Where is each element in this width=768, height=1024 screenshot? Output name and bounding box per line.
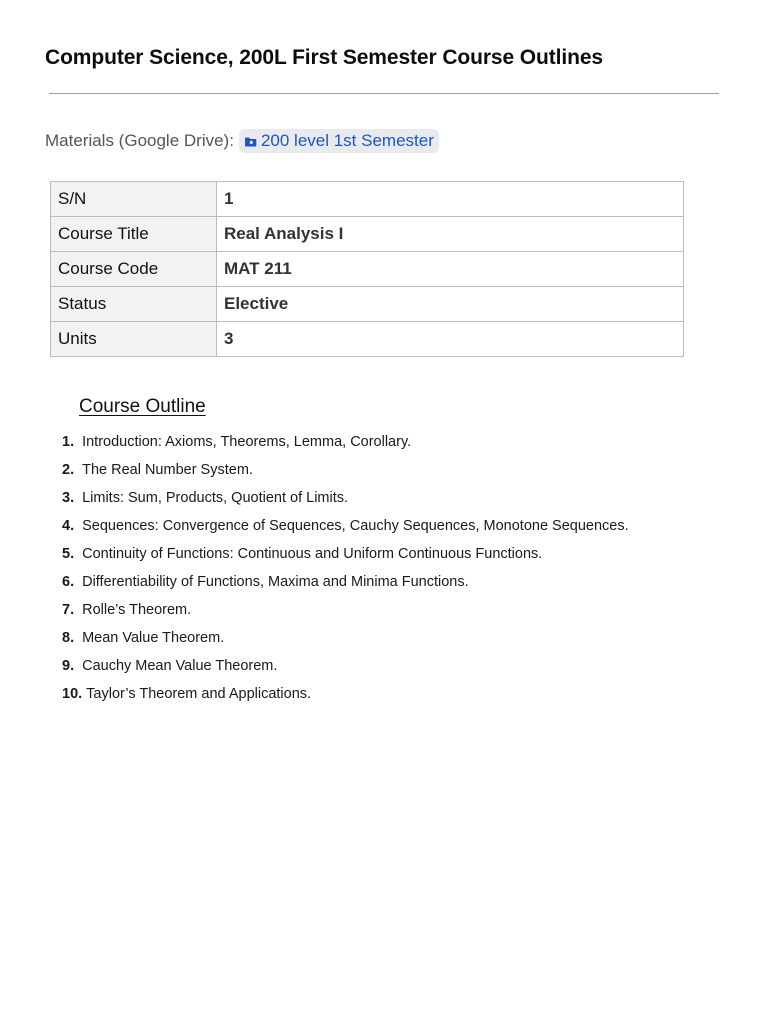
list-item-text: Sequences: Convergence of Sequences, Cauchy Sequences, Monotone Sequences. <box>82 518 629 534</box>
page-title: Computer Science, 200L First Semester Course Outlines <box>45 46 604 69</box>
folder-icon <box>244 135 257 148</box>
list-item <box>62 512 629 540</box>
course-code-value: MAT 211 <box>217 252 684 287</box>
course-outline-heading: Course Outline <box>79 396 206 417</box>
sn-label: S/N <box>51 182 217 217</box>
units-label: Units <box>51 322 217 357</box>
list-item-text: Rolle’s Theorem. <box>82 602 192 618</box>
list-item-number: 10. <box>62 686 83 702</box>
list-item-text: Continuity of Functions: Continuous and Uniform Continuous Functions. <box>82 546 543 562</box>
list-item <box>62 456 629 484</box>
list-item-number: 7. <box>62 602 75 618</box>
list-item <box>62 428 629 456</box>
list-item-text: The Real Number System. <box>82 462 253 478</box>
table-row <box>51 217 684 252</box>
sn-value: 1 <box>217 182 684 217</box>
materials-label: Materials (Google Drive): <box>45 131 234 150</box>
list-item-text: Cauchy Mean Value Theorem. <box>82 658 278 674</box>
list-item <box>62 484 629 512</box>
course-title-label: Course Title <box>51 217 217 252</box>
course-title-value: Real Analysis I <box>217 217 684 252</box>
course-code-label: Course Code <box>51 252 217 287</box>
course-outline-list <box>62 428 629 708</box>
course-info-table <box>50 181 684 357</box>
list-item-number: 4. <box>62 518 75 534</box>
list-item <box>62 596 629 624</box>
title-divider <box>49 93 719 94</box>
list-item-number: 8. <box>62 630 75 646</box>
table-row <box>51 287 684 322</box>
list-item-text: Taylor’s Theorem and Applications. <box>86 686 312 702</box>
list-item <box>62 680 629 708</box>
drive-folder-link[interactable] <box>239 129 439 153</box>
units-value: 3 <box>217 322 684 357</box>
status-label: Status <box>51 287 217 322</box>
list-item-number: 6. <box>62 574 75 590</box>
table-row <box>51 322 684 357</box>
list-item-text: Differentiability of Functions, Maxima and Minima Functions. <box>82 574 469 590</box>
table-row <box>51 182 684 217</box>
list-item <box>62 568 629 596</box>
list-item <box>62 624 629 652</box>
list-item-text: Mean Value Theorem. <box>82 630 225 646</box>
materials-row <box>45 128 439 154</box>
list-item-number: 9. <box>62 658 75 674</box>
list-item-number: 1. <box>62 434 75 450</box>
list-item-number: 2. <box>62 462 75 478</box>
list-item <box>62 540 629 568</box>
table-row <box>51 252 684 287</box>
list-item <box>62 652 629 680</box>
list-item-text: Limits: Sum, Products, Quotient of Limits. <box>82 490 349 506</box>
drive-folder-link-text: 200 level 1st Semester <box>260 131 434 150</box>
list-item-text: Introduction: Axioms, Theorems, Lemma, Corollary. <box>82 434 412 450</box>
list-item-number: 5. <box>62 546 75 562</box>
list-item-number: 3. <box>62 490 75 506</box>
status-value: Elective <box>217 287 684 322</box>
